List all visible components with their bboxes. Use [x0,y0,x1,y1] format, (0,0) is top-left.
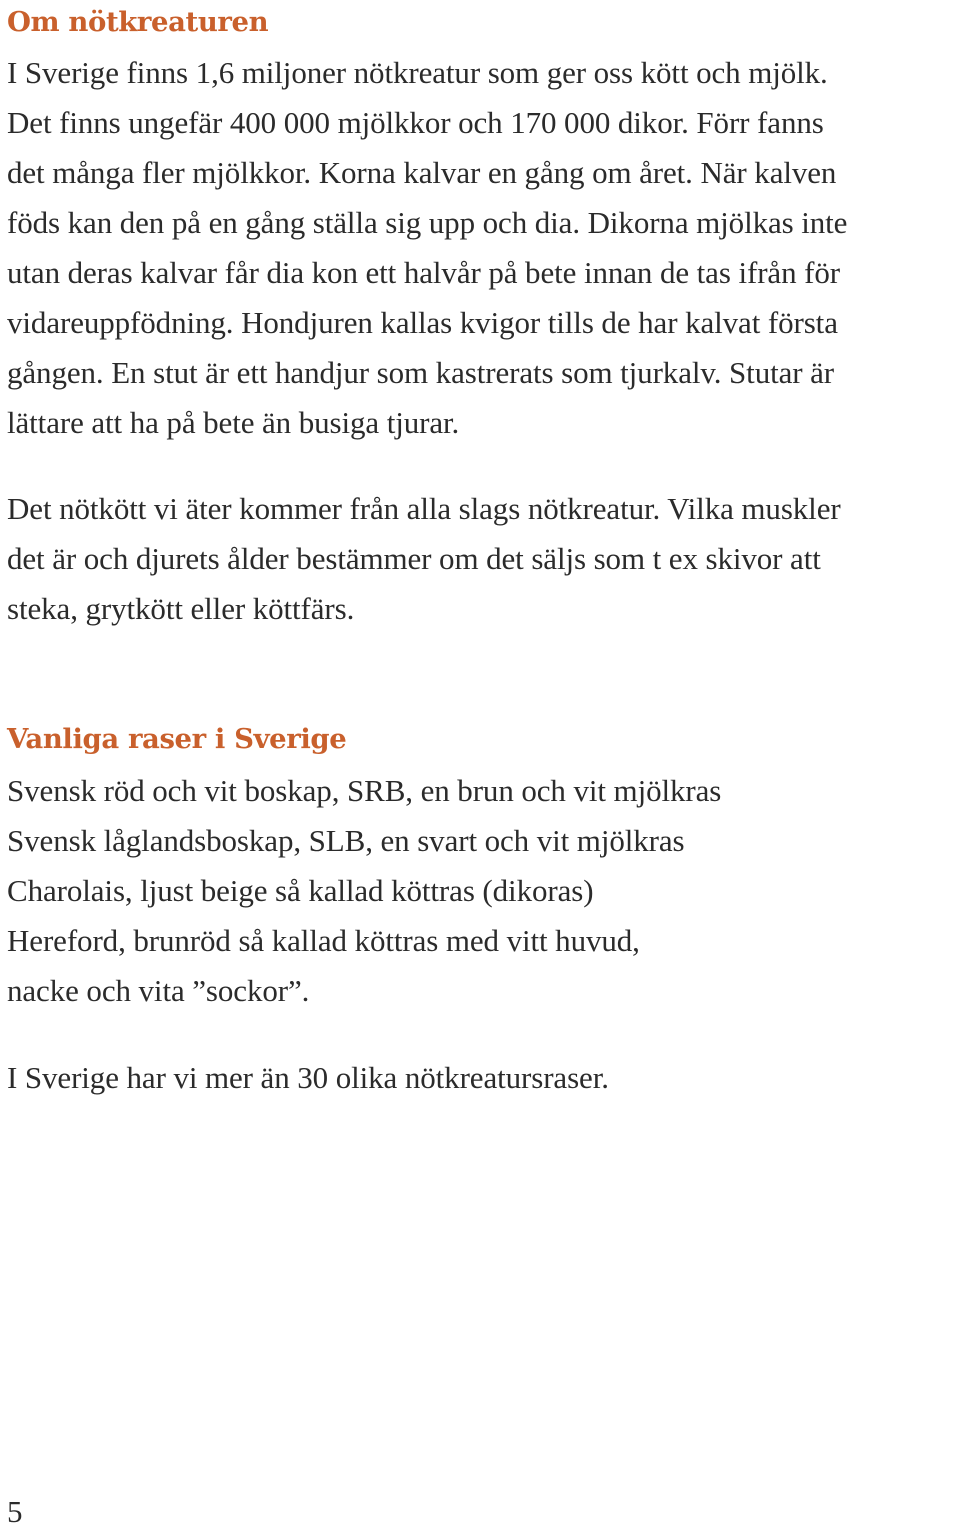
text-line: I Sverige finns 1,6 miljoner nötkreatur som ger oss kött och mjölk. [7,55,828,90]
text-line: steka, grytkött eller köttfärs. [7,591,355,626]
breed-item: Charolais, ljust beige så kallad köttras (dikoras) [7,873,594,908]
breed-list [7,766,960,1016]
text-line: vidareuppfödning. Hondjuren kallas kvigor tills de har kalvat första [7,305,838,340]
text-line: det många fler mjölkkor. Korna kalvar en gång om året. När kalven [7,155,837,190]
paragraph-beef [7,484,960,634]
text-line: I Sverige har vi mer än 30 olika nötkreatursraser. [7,1060,609,1095]
breed-item: Svensk röd och vit boskap, SRB, en brun och vit mjölkras [7,773,722,808]
section-heading-common-breeds: Vanliga raser i Sverige [7,723,347,755]
paragraph-breed-count [7,1053,960,1103]
breed-item: Hereford, brunröd så kallad köttras med vitt huvud, [7,923,640,958]
text-line: Det finns ungefär 400 000 mjölkkor och 170 000 dikor. Förr fanns [7,105,824,140]
text-line: föds kan den på en gång ställa sig upp och dia. Dikorna mjölkas inte [7,205,848,240]
page-number: 5 [7,1494,23,1529]
text-line: det är och djurets ålder bestämmer om det säljs som t ex skivor att [7,541,821,576]
text-line: gången. En stut är ett handjur som kastrerats som tjurkalv. Stutar är [7,355,835,390]
breed-item: nacke och vita ”sockor”. [7,973,310,1008]
section-heading-about-cattle: Om nötkreaturen [7,6,269,38]
text-line: Det nötkött vi äter kommer från alla slags nötkreatur. Vilka muskler [7,491,841,526]
breed-item: Svensk låglandsboskap, SLB, en svart och vit mjölkras [7,823,685,858]
text-line: utan deras kalvar får dia kon ett halvår på bete innan de tas ifrån för [7,255,840,290]
paragraph-cattle-intro [7,48,960,448]
text-line: lättare att ha på bete än busiga tjurar. [7,405,460,440]
